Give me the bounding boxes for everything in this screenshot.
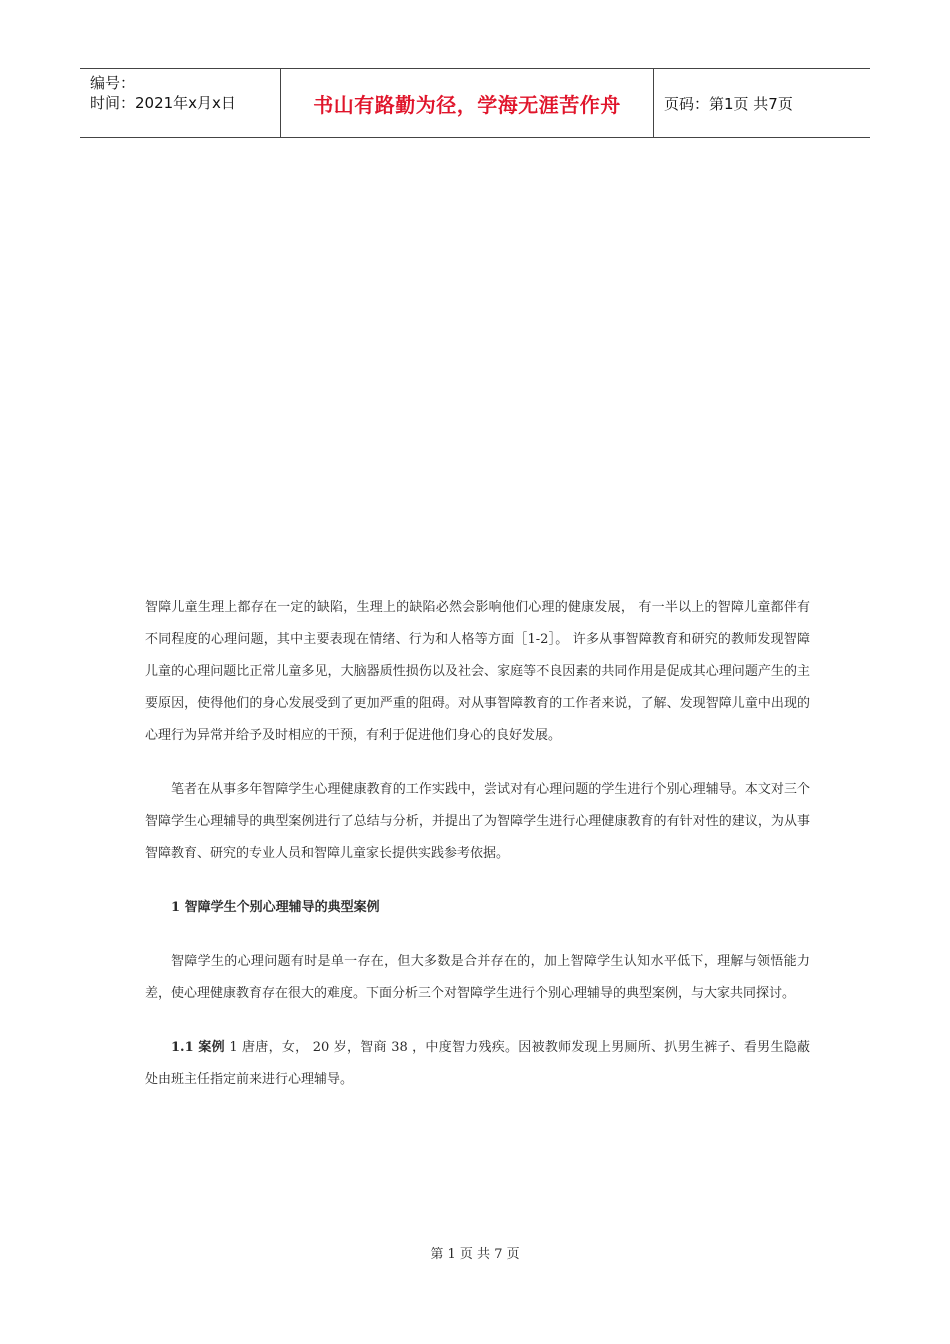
document-date-label: 时间：2021年x月x日 [90, 94, 236, 112]
body-paragraph-2: 笔者在从事多年智障学生心理健康教育的工作实践中，尝试对有心理问题的学生进行个别心理辅导。本文对三个智障学生心理辅导的典型案例进行了总结与分析，并提出了为智障学生进行心理健康教育的有针对性的建议，为从事智障教育、研究的专业人员和智障儿童家长提供实践参考依据。 [145, 782, 810, 861]
case-text: 1 唐唐，女， 20 岁，智商 38 ，中度智力残疾。因被教师发现上男厕所、扒男生裤子、看男生隐蔽处由班主任指定前来进行心理辅导。 [145, 1040, 810, 1087]
header-meta-cell [80, 69, 281, 137]
body-paragraph-1: 智障儿童生理上都存在一定的缺陷，生理上的缺陷必然会影响他们心理的健康发展， 有一半以上的智障儿童都伴有不同程度的心理问题，其中主要表现在情绪、行为和人格等方面［1-2］。 许多从事智障教育和研究的教师发现智障儿童的心理问题比正常儿童多见，大脑器质性损伤以及社会、家庭等不良因素的共同作用是促成其心理问题产生的主要原因，使得他们的身心发展受到了更加严重的阻碍。对从事智障教育的工作者来说，了解、发现智障儿童中出现的心理行为异常并给予及时相应的干预，有利于促进他们身心的良好发展。 [145, 600, 810, 743]
case-paragraph [145, 1032, 810, 1096]
section-paragraph: 智障学生的心理问题有时是单一存在，但大多数是合并存在的，加上智障学生认知水平低下，理解与领悟能力差，使心理健康教育存在很大的难度。下面分析三个对智障学生进行个别心理辅导的典型案例，与大家共同探讨。 [145, 954, 810, 1001]
page-footer: 第 1 页 共 7 页 [430, 1247, 520, 1262]
document-number-label: 编号： [90, 74, 136, 92]
document-header [80, 68, 870, 138]
header-motto: 书山有路勤为径，学海无涯苦作舟 [281, 69, 654, 137]
document-body [145, 592, 810, 1096]
section-heading: 1 智障学生个别心理辅导的典型案例 [171, 900, 380, 915]
case-label: 1.1 案例 [171, 1040, 225, 1055]
header-page-info: 页码：第1页 共7页 [664, 94, 793, 113]
